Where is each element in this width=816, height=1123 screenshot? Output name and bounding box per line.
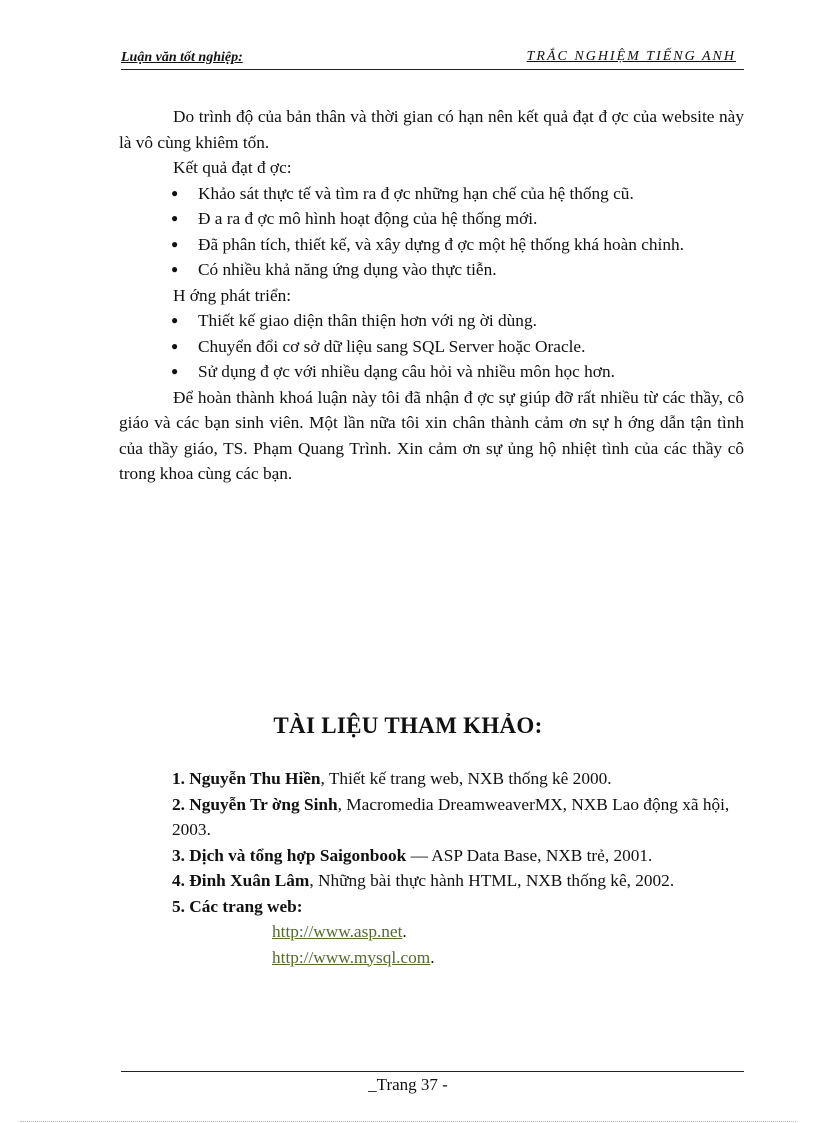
references-title: TÀI LIỆU THAM KHẢO: xyxy=(273,713,543,738)
reference-item xyxy=(172,766,744,792)
reference-item xyxy=(172,843,744,869)
body-text xyxy=(119,104,744,487)
page-bottom-border xyxy=(20,1121,796,1122)
intro-paragraph: Do trình độ của bản thân và thời gian có hạn nên kết quả đạt đ ợc của website này là vô cùng khiêm tốn. xyxy=(119,107,744,152)
reference-details: — ASP Data Base, NXB trẻ, 2001. xyxy=(406,845,653,865)
reference-author: 3. Dịch và tổng hợp Saigonbook xyxy=(172,845,407,865)
reference-details: , Thiết kế trang web, NXB thống kê 2000. xyxy=(320,769,612,788)
development-heading: H ớng phát triển: xyxy=(173,285,292,305)
reference-item xyxy=(172,792,744,843)
results-heading: Kết quả đạt đ ợc: xyxy=(173,158,292,177)
header-topic-title: TRẮC NGHIỆM TIẾNG ANH xyxy=(526,49,736,64)
footer-divider xyxy=(121,1071,744,1072)
mysql-link[interactable]: http://www.mysql.com xyxy=(272,947,431,967)
reference-author: 2. Nguyễn Tr ờng Sinh xyxy=(172,794,338,814)
page-header xyxy=(121,49,744,70)
reference-item xyxy=(172,894,744,920)
list-item: ● Khảo sát thực tế và tìm ra đ ợc những hạn chế của hệ thống cũ. xyxy=(119,181,744,207)
reference-author: 4. Đinh Xuân Lâm xyxy=(172,871,310,890)
reference-link-row: http://www.asp.net. xyxy=(272,922,407,941)
thanks-paragraph: Để hoàn thành khoá luận này tôi đã nhận đ ợc sự giúp đỡ rất nhiều từ các thầy, cô giáo và các bạn sinh viên. Một lần nữa tôi xin chân thành cảm ơn sự h ớng dẫn tận tình của thầy giáo, TS. Phạm Quang Trình. Xin cảm ơn sự ủng hộ nhiệt tình của các thầy cô trong khoa cùng các bạn. xyxy=(119,387,744,483)
page-number: _Trang 37 - xyxy=(368,1075,448,1094)
reference-author: 5. Các trang web: xyxy=(172,896,303,916)
list-item: ● Đ a ra đ ợc mô hình hoạt động của hệ thống mới. xyxy=(119,206,744,232)
list-item: ● Có nhiều khả năng ứng dụng vào thực tiễn. xyxy=(119,257,744,283)
reference-author: 1. Nguyễn Thu Hiền xyxy=(172,769,321,788)
header-thesis-label: Luận văn tốt nghiệp: xyxy=(121,50,243,65)
asp-link[interactable]: http://www.asp.net xyxy=(272,922,403,941)
list-item: ● Chuyển đổi cơ sở dữ liệu sang SQL Server hoặc Oracle. xyxy=(119,334,744,360)
list-item: ● Thiết kế giao diện thân thiện hơn với ng ời dùng. xyxy=(119,308,744,334)
list-item: ● Đã phân tích, thiết kế, và xây dựng đ ợc một hệ thống khá hoàn chỉnh. xyxy=(119,232,744,258)
reference-item xyxy=(172,868,744,894)
reference-details: , Macromedia DreamweaverMX, NXB Lao động xã hội, 2003. xyxy=(172,794,730,839)
reference-details: , Những bài thực hành HTML, NXB thống kê, 2002. xyxy=(309,871,675,890)
references-list xyxy=(172,766,744,970)
reference-link-row: http://www.mysql.com. xyxy=(272,947,435,967)
list-item: ● Sử dụng đ ợc với nhiều dạng câu hỏi và nhiều môn học hơn. xyxy=(119,359,744,385)
